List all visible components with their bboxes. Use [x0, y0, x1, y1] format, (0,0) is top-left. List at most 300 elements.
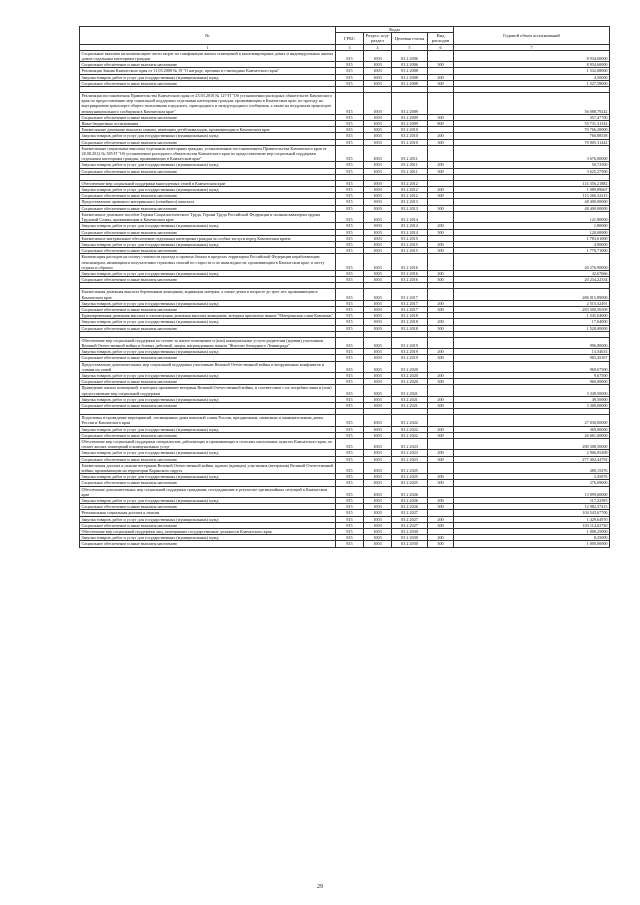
row-type: 300 [428, 456, 454, 462]
row-type: 300 [428, 168, 454, 174]
row-grbs: 815 [336, 205, 364, 211]
row-section: 1003 [364, 162, 392, 168]
row-type [428, 93, 454, 115]
row-amount: 8,25000 [454, 535, 610, 541]
row-amount: 4,50000 [454, 74, 610, 80]
row-grbs: 815 [336, 474, 364, 480]
row-amount: 121,80000 [454, 211, 610, 222]
row-name: Закупка товаров, работ и услуг для государственных (муниципальных) нужд [80, 426, 336, 432]
row-amount: 17,04000 [454, 319, 610, 325]
row-target: 03 2 2012 [392, 180, 428, 186]
row-grbs: 815 [336, 355, 364, 361]
row-section: 1003 [364, 229, 392, 235]
row-section: 1003 [364, 349, 392, 355]
row-section: 1003 [364, 426, 392, 432]
row-target: 03 2 2025 [392, 480, 428, 486]
row-name: Ежемесячные денежные выплаты семьям, имеющим детей-инвалидов, проживающим в Камчатском крае [80, 127, 336, 133]
row-name: Обеспечение мер социальной поддержки лиц, замещавших государственные должности Камчатского края [80, 529, 336, 535]
row-grbs: 815 [336, 325, 364, 331]
row-name: Социальное обеспечение и иные выплаты населению [80, 114, 336, 120]
row-section: 1003 [364, 474, 392, 480]
row-name: Закупка товаров, работ и услуг для государственных (муниципальных) нужд [80, 223, 336, 229]
row-name: Закупка товаров, работ и услуг для государственных (муниципальных) нужд [80, 74, 336, 80]
row-amount: 120,00000 [454, 229, 610, 235]
row-amount: 960,00000 [454, 379, 610, 385]
row-name: Социальное обеспечение и иные выплаты населению [80, 277, 336, 283]
row-grbs: 815 [336, 402, 364, 408]
row-type: 200 [428, 270, 454, 276]
row-section: 1003 [364, 254, 392, 271]
row-grbs: 815 [336, 289, 364, 300]
row-grbs: 815 [336, 415, 364, 426]
row-target: 03 2 2030 [392, 541, 428, 547]
row-grbs: 815 [336, 223, 364, 229]
row-target: 03 2 2015 [392, 241, 428, 247]
row-target: 03 2 2008 [392, 74, 428, 80]
row-name: Социальное обеспечение и иные выплаты населению [80, 432, 336, 438]
row-section: 1003 [364, 93, 392, 115]
row-amount: 20 234,22334 [454, 277, 610, 283]
table-row [80, 337, 610, 348]
row-amount: 50,72500 [454, 162, 610, 168]
header-codes: Коды [336, 27, 454, 33]
row-section: 1003 [364, 168, 392, 174]
row-target: 03 2 2019 [392, 337, 428, 348]
row-grbs: 815 [336, 180, 364, 186]
row-name: Социальное обеспечение и иные выплаты населению [80, 139, 336, 145]
row-section: 1003 [364, 193, 392, 199]
row-type: 200 [428, 223, 454, 229]
row-name: Закупка товаров, работ и услуг для государственных (муниципальных) нужд [80, 474, 336, 480]
row-grbs: 815 [336, 379, 364, 385]
row-grbs: 815 [336, 504, 364, 510]
row-name: Закупка товаров, работ и услуг для государственных (муниципальных) нужд [80, 270, 336, 276]
row-amount: 48 400,00000 [454, 199, 610, 205]
row-amount: 3 676,00000 [454, 145, 610, 162]
row-target: 03 2 2020 [392, 361, 428, 372]
row-grbs: 815 [336, 133, 364, 139]
row-section: 1003 [364, 415, 392, 426]
row-amount: 277 402,44792 [454, 456, 610, 462]
row-type [428, 462, 454, 473]
row-grbs: 815 [336, 248, 364, 254]
row-grbs: 815 [336, 372, 364, 378]
row-amount: 983,45367 [454, 355, 610, 361]
row-section: 1003 [364, 462, 392, 473]
row-target: 03 2 2006 [392, 62, 428, 68]
row-section: 1003 [364, 235, 392, 241]
row-amount: 1 532,08000 [454, 68, 610, 74]
row-type: 200 [428, 300, 454, 306]
table-row [80, 439, 610, 450]
row-type: 200 [428, 535, 454, 541]
row-target: 03 2 2014 [392, 223, 428, 229]
table-row [80, 254, 610, 271]
row-name: Подготовка и проведение мероприятий, посвященных дням воинской славы России, праздничным, памятным и знаменательным датам России и Камчатского края [80, 415, 336, 426]
row-grbs: 815 [336, 385, 364, 396]
row-section: 1003 [364, 199, 392, 205]
row-name: Региональная социальная доплата к пенсии [80, 510, 336, 516]
row-amount: 113 266,32215 [454, 193, 610, 199]
row-name: Закупка товаров, работ и услуг для государственных (муниципальных) нужд [80, 300, 336, 306]
row-grbs: 815 [336, 229, 364, 235]
row-name: Обеспечение мер социальной поддержки по оплате за жилое помещение и (или) коммунальные услуги родителям (вдовам) участников Великой Отечественной войны и боевых действий, лицам, награжденным знаком "Жителю блокадного Ленинграда" [80, 337, 336, 348]
row-amount: 1 008,25000 [454, 529, 610, 535]
row-section: 1003 [364, 529, 392, 535]
row-target: 03 2 2013 [392, 205, 428, 211]
row-name: Социальное обеспечение и иные выплаты населению [80, 205, 336, 211]
row-section: 1003 [364, 289, 392, 300]
row-amount: 1 429,64970 [454, 516, 610, 522]
row-grbs: 815 [336, 93, 364, 115]
row-grbs: 815 [336, 396, 364, 402]
row-name: Социальное обеспечение и иные выплаты населению [80, 306, 336, 312]
row-amount: 13,34633 [454, 349, 610, 355]
row-name: Социальное обеспечение и иные выплаты населению [80, 168, 336, 174]
row-amount: 70 766,20000 [454, 127, 610, 133]
row-section: 1003 [364, 74, 392, 80]
row-amount: 969,67500 [454, 361, 610, 372]
row-amount: 283 500,56509 [454, 306, 610, 312]
row-type: 300 [428, 306, 454, 312]
row-grbs: 815 [336, 162, 364, 168]
row-amount: 369,00000 [454, 426, 610, 432]
row-type: 200 [428, 349, 454, 355]
row-type: 300 [428, 480, 454, 486]
row-target: 03 2 2016 [392, 277, 428, 283]
row-target: 03 2 2021 [392, 402, 428, 408]
row-name: Ежемесячное денежное пособие Героям Социалистического Труда, Героям Труда Российской Федерации и полным кавалерам ордена Трудовой Славы, проживающим в Камчатском крае [80, 211, 336, 222]
row-name: Социальное обеспечение и иные выплаты населению [80, 355, 336, 361]
row-amount: 9,67500 [454, 372, 610, 378]
row-type: 200 [428, 396, 454, 402]
row-grbs: 815 [336, 361, 364, 372]
row-type: 200 [428, 498, 454, 504]
row-grbs: 815 [336, 426, 364, 432]
row-grbs: 815 [336, 168, 364, 174]
row-target: 03 2 2018 [392, 319, 428, 325]
row-section: 1003 [364, 337, 392, 348]
row-section: 1003 [364, 385, 392, 396]
row-section: 1003 [364, 80, 392, 86]
row-target: 03 2 2013 [392, 199, 428, 205]
row-grbs: 815 [336, 529, 364, 535]
row-section: 1003 [364, 439, 392, 450]
row-target: 03 2 2009 [392, 114, 428, 120]
row-amount: 1 000,00000 [454, 541, 610, 547]
row-name: Закупка товаров, работ и услуг для государственных (муниципальных) нужд [80, 162, 336, 168]
row-grbs: 815 [336, 456, 364, 462]
row-name: Закупка товаров, работ и услуг для государственных (муниципальных) нужд [80, 319, 336, 325]
row-target: 03 2 2025 [392, 474, 428, 480]
row-grbs: 815 [336, 139, 364, 145]
row-type: 200 [428, 474, 454, 480]
row-type: 300 [428, 402, 454, 408]
row-target: 03 2 2022 [392, 426, 428, 432]
row-name: Закупка товаров, работ и услуг для государственных (муниципальных) нужд [80, 396, 336, 402]
row-target: 03 2 2021 [392, 396, 428, 402]
row-target: 03 2 2016 [392, 254, 428, 271]
row-section: 1003 [364, 50, 392, 61]
row-grbs: 815 [336, 50, 364, 61]
row-grbs: 815 [336, 486, 364, 497]
row-type: 300 [428, 325, 454, 331]
row-amount: 2 515,32491 [454, 300, 610, 306]
row-type [428, 361, 454, 372]
table-row [80, 211, 610, 222]
row-section: 1003 [364, 205, 392, 211]
row-target: 03 2 2015 [392, 248, 428, 254]
row-amount: 1 089,89667 [454, 187, 610, 193]
row-grbs: 815 [336, 114, 364, 120]
row-section: 1003 [364, 402, 392, 408]
row-section: 1003 [364, 121, 392, 127]
table-row [80, 541, 610, 547]
row-amount: 286 015,89000 [454, 289, 610, 300]
row-amount: 1 545,04000 [454, 313, 610, 319]
row-name: Закупка товаров, работ и услуг для государственных (муниципальных) нужд [80, 516, 336, 522]
header-grbs: ГРБС [336, 33, 364, 44]
row-amount: 8 934,60000 [454, 50, 610, 61]
row-target: 03 2 2023 [392, 456, 428, 462]
row-grbs: 815 [336, 313, 364, 319]
budget-table [79, 26, 610, 548]
row-target: 03 2 2022 [392, 415, 428, 426]
row-type: 200 [428, 319, 454, 325]
row-amount: 357,47700 [454, 114, 610, 120]
row-section: 1003 [364, 180, 392, 186]
row-section: 1003 [364, 187, 392, 193]
table-row [80, 385, 610, 396]
row-name: Социальное обеспечение и иные выплаты населению [80, 456, 336, 462]
row-type [428, 385, 454, 396]
row-grbs: 815 [336, 480, 364, 486]
row-grbs: 815 [336, 277, 364, 283]
row-section: 1003 [364, 270, 392, 276]
row-type [428, 289, 454, 300]
row-name: Закупка товаров, работ и услуг для государственных (муниципальных) нужд [80, 187, 336, 193]
row-target: 03 2 2014 [392, 229, 428, 235]
row-amount: 3 625,27500 [454, 168, 610, 174]
row-type: 300 [428, 379, 454, 385]
row-type [428, 50, 454, 61]
row-type: 200 [428, 241, 454, 247]
row-type [428, 145, 454, 162]
row-name: Приведение жилых помещений, в которых проживают ветераны Великой Отечественной войны, в соответствие с их потребностями и (или) предоставление мер социальной поддержки [80, 385, 336, 396]
row-section: 1003 [364, 396, 392, 402]
row-grbs: 815 [336, 68, 364, 74]
row-type: 300 [428, 62, 454, 68]
row-type [428, 254, 454, 271]
row-name: Закупка товаров, работ и услуг для государственных (муниципальных) нужд [80, 241, 336, 247]
row-type: 300 [428, 114, 454, 120]
row-type: 300 [428, 248, 454, 254]
row-section: 1003 [364, 355, 392, 361]
row-grbs: 815 [336, 337, 364, 348]
row-name: Реализация постановления Правительства Камчатского края от 23.03.2010 № 127-П "Об установлении расходных обязательств Камчатского края по предоставлению мер социальной поддержки отдельным категориям граждан, проживающим в Камчатском крае, по проезду на внутрикраевом транспорте общего пользования городского, пригородного и междугородного сообщения, а также на воздушном транспорте межмуниципального сообщения в Камчатском крае" [80, 93, 336, 115]
row-type: 300 [428, 205, 454, 211]
row-type: 200 [428, 372, 454, 378]
row-target: 03 2 2008 [392, 80, 428, 86]
header-section: Раздел, под-раздел [364, 33, 392, 44]
row-amount: 760,88558 [454, 133, 610, 139]
row-target: 03 2 2027 [392, 516, 428, 522]
row-type [428, 211, 454, 222]
row-type: 200 [428, 516, 454, 522]
row-target: 03 2 2021 [392, 385, 428, 396]
row-grbs: 815 [336, 187, 364, 193]
row-name: Ежемесячное материальное обеспечение отдельным категориям граждан за особые заслуги перед Камчатским краем [80, 235, 336, 241]
row-grbs: 815 [336, 535, 364, 541]
row-grbs: 815 [336, 319, 364, 325]
row-section: 1003 [364, 68, 392, 74]
row-target: 03 2 2012 [392, 187, 428, 193]
table-row [80, 145, 610, 162]
row-section: 1003 [364, 325, 392, 331]
table-row [80, 462, 610, 473]
row-amount: 4,90000 [454, 241, 610, 247]
row-name: Обеспечение мер социальной поддержки специалистов, работающих и проживающих в сельских населенных пунктах Камчатского края, по оплате жилых помещений и коммунальных услуг [80, 439, 336, 450]
row-amount: 1 528,00000 [454, 325, 610, 331]
row-amount: 56 088,79242 [454, 93, 610, 115]
row-section: 1003 [364, 456, 392, 462]
header-number: № [80, 27, 336, 45]
row-target: 03 2 2017 [392, 300, 428, 306]
column-index: 3 [336, 44, 364, 50]
row-section: 1003 [364, 211, 392, 222]
row-target: 03 2 2030 [392, 535, 428, 541]
row-type [428, 415, 454, 426]
row-section: 1003 [364, 139, 392, 145]
row-grbs: 815 [336, 462, 364, 473]
table-row [80, 50, 610, 61]
row-amount: 27 030,00000 [454, 415, 610, 426]
row-target: 03 2 2025 [392, 462, 428, 473]
row-grbs: 815 [336, 193, 364, 199]
column-index: 5 [392, 44, 428, 50]
row-name: Социальное обеспечение и иные выплаты населению [80, 541, 336, 547]
row-target: 03 2 2009 [392, 93, 428, 115]
row-target: 03 2 2009 [392, 121, 428, 127]
row-target: 03 2 2011 [392, 168, 428, 174]
row-amount: 3 349,50000 [454, 385, 610, 396]
row-amount: 280 308,50000 [454, 439, 610, 450]
row-amount: 117,22585 [454, 498, 610, 504]
row-type: 300 [428, 504, 454, 510]
header-amount: Годовой объем ассигнований [454, 27, 610, 45]
column-index: 7 [454, 44, 610, 50]
row-type: 300 [428, 355, 454, 361]
row-section: 1003 [364, 486, 392, 497]
row-amount: 103 114,02730 [454, 522, 610, 528]
row-name: Обеспечение мер социальной поддержки многодетных семей в Камчатском крае [80, 180, 336, 186]
row-amount: 13 099,60000 [454, 486, 610, 497]
row-target: 03 2 2011 [392, 145, 428, 162]
row-section: 1003 [364, 223, 392, 229]
table-row [80, 289, 610, 300]
row-grbs: 815 [336, 62, 364, 68]
header-type: Вид расходов [428, 33, 454, 44]
row-type: 200 [428, 133, 454, 139]
table-row [80, 361, 610, 372]
row-target: 03 2 2019 [392, 349, 428, 355]
row-section: 1003 [364, 480, 392, 486]
row-target: 03 2 2006 [392, 50, 428, 61]
table-row [80, 415, 610, 426]
page-number: 29 [317, 884, 323, 890]
row-amount: 42,67666 [454, 270, 610, 276]
row-name: Социальные выплаты на компенсацию части затрат по газификации жилых помещений в многоквартирных домах и индивидуальных жилых домов отдельным категориям граждан [80, 50, 336, 61]
table-body [80, 50, 610, 547]
row-type: 200 [428, 74, 454, 80]
row-amount: 280,15476 [454, 462, 610, 473]
row-amount: 3,45876 [454, 474, 610, 480]
row-section: 1003 [364, 248, 392, 254]
row-section: 1003 [364, 535, 392, 541]
row-section: 1003 [364, 510, 392, 516]
row-name: Компенсация расходов на оплату стоимости проезда и провоза багажа в пределах территории Российской Федерации неработающим пенсионерам, являющимся получателями страховых пенсий по старости и по инвалидности, проживающим в Камчатском крае, к месту отдыха и обратно [80, 254, 336, 271]
row-section: 1003 [364, 313, 392, 319]
row-target: 03 2 2012 [392, 193, 428, 199]
row-amount: 70 005,31442 [454, 139, 610, 145]
row-amount: 48 400,00000 [454, 205, 610, 211]
row-section: 1003 [364, 306, 392, 312]
row-target: 03 2 2022 [392, 432, 428, 438]
row-amount: 3 300,00000 [454, 402, 610, 408]
row-type: 300 [428, 193, 454, 199]
row-name: Закупка товаров, работ и услуг для государственных (муниципальных) нужд [80, 133, 336, 139]
row-target: 03 2 2010 [392, 133, 428, 139]
row-grbs: 815 [336, 211, 364, 222]
row-target: 03 2 2018 [392, 313, 428, 319]
row-section: 1003 [364, 319, 392, 325]
row-target: 03 2 2017 [392, 289, 428, 300]
row-type: 300 [428, 522, 454, 528]
row-name: Иные бюджетные ассигнования [80, 121, 336, 127]
row-amount: 1,80000 [454, 223, 610, 229]
row-amount: 1 783,61000 [454, 235, 610, 241]
row-grbs: 815 [336, 498, 364, 504]
column-index: 4 [364, 44, 392, 50]
row-type: 300 [428, 80, 454, 86]
row-name: Социальное обеспечение и иные выплаты населению [80, 402, 336, 408]
row-target: 03 2 2026 [392, 498, 428, 504]
row-grbs: 815 [336, 541, 364, 547]
row-name: Социальное обеспечение и иные выплаты населению [80, 62, 336, 68]
row-target: 03 2 2010 [392, 139, 428, 145]
row-grbs: 815 [336, 300, 364, 306]
header-target: Целевая статья [392, 33, 428, 44]
row-amount: 1 527,58000 [454, 80, 610, 86]
row-type: 300 [428, 432, 454, 438]
row-name: Закупка товаров, работ и услуг для государственных (муниципальных) нужд [80, 349, 336, 355]
row-section: 1003 [364, 62, 392, 68]
row-name: Ежемесячные социальные выплаты отдельным категориям граждан, установленные постановлением Правительства Камчатского края от 28.08.2012 № 385-П "Об установлении расходного обязательства Камчатского края по предоставлению мер социальной поддержки отдельным категориям граждан, проживающих в Камчатском крае" [80, 145, 336, 162]
row-name: Закупка товаров, работ и услуг для государственных (муниципальных) нужд [80, 372, 336, 378]
row-type [428, 486, 454, 497]
row-amount: 104 543,67700 [454, 510, 610, 516]
row-amount: 49,50000 [454, 396, 610, 402]
row-name: Социальное обеспечение и иные выплаты населению [80, 193, 336, 199]
row-grbs: 815 [336, 254, 364, 271]
row-name: Социальное обеспечение и иные выплаты населению [80, 480, 336, 486]
row-amount: 1 778,71000 [454, 248, 610, 254]
row-name: Социальное обеспечение и иные выплаты населению [80, 522, 336, 528]
row-name: Ежемесячная денежная выплата беременным женщинам, кормящим матерям, а также детям в возрасте до трех лет, проживающим в Камчатском крае [80, 289, 336, 300]
row-grbs: 815 [336, 349, 364, 355]
row-name: Социальное обеспечение и иные выплаты населению [80, 229, 336, 235]
row-name: Закупка товаров, работ и услуг для государственных (муниципальных) нужд [80, 498, 336, 504]
